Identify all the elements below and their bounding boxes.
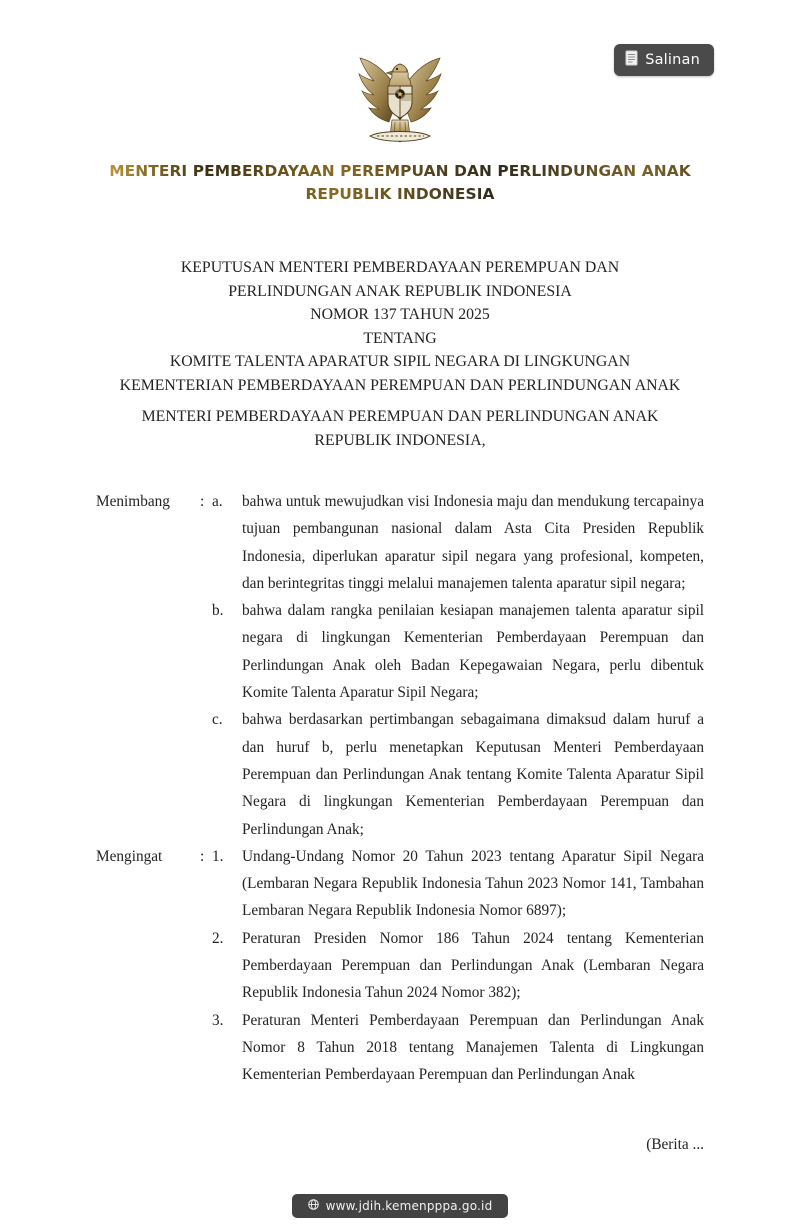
clause-mengingat-1 <box>96 843 704 925</box>
clause-colon <box>200 1007 212 1089</box>
garuda-pancasila-emblem <box>348 44 452 153</box>
clause-colon <box>200 706 212 842</box>
clause-mengingat-3 <box>96 1007 704 1089</box>
clause-label <box>96 597 200 706</box>
issuing-authority-block <box>0 405 800 453</box>
footer-stamp <box>0 1194 800 1218</box>
authority-line-1: MENTERI PEMBERDAYAAN PEREMPUAN DAN PERLINDUNGAN ANAK <box>141 408 659 425</box>
clause-text: Undang-Undang Nomor 20 Tahun 2023 tentang Aparatur Sipil Negara (Lembaran Negara Republik Indonesia Tahun 2023 Nomor 141, Tambahan Lembaran Negara Republik Indonesia Nomor 6897); <box>242 847 704 920</box>
title-number-line: NOMOR 137 TAHUN 2025 <box>310 306 490 323</box>
clause-label: Menimbang <box>96 493 170 510</box>
clause-text: Peraturan Presiden Nomor 186 Tahun 2024 tentang Kementerian Pemberdayaan Perempuan dan Perlindungan Anak (Lembaran Negara Republik Indonesia Tahun 2024 Nomor 382); <box>242 929 704 1002</box>
globe-icon <box>308 1199 319 1213</box>
clause-text: bahwa berdasarkan pertimbangan sebagaimana dimaksud dalam huruf a dan huruf b, perlu menetapkan Keputusan Menteri Pemberdayaan Perempuan dan Perlindungan Anak tentang Komite Talenta Aparatur Sipil Negara di lingkungan Kementerian Pemberdayaan Perempuan dan Perlindungan Anak; <box>242 711 704 838</box>
clause-marker: 3. <box>212 1011 224 1029</box>
clause-mengingat-2 <box>96 925 704 1007</box>
jdih-url-stamp <box>292 1194 509 1218</box>
clause-marker: 2. <box>212 929 224 947</box>
clause-colon <box>200 597 212 706</box>
clause-colon <box>200 925 212 1007</box>
clause-menimbang-b <box>96 597 704 706</box>
salinan-label: Salinan <box>645 52 700 68</box>
clause-label <box>96 706 200 842</box>
title-subject-line-2: KEMENTERIAN PEMBERDAYAAN PEREMPUAN DAN PERLINDUNGAN ANAK <box>119 376 681 394</box>
clause-marker: 1. <box>212 847 224 865</box>
title-subject-line-1: KOMITE TALENTA APARATUR SIPIL NEGARA DI LINGKUNGAN <box>169 353 631 370</box>
authority-line-2: REPUBLIK INDONESIA, <box>314 432 486 449</box>
decision-title-block <box>0 256 800 397</box>
page-catchword: (Berita ... <box>646 1136 704 1153</box>
title-line-2: PERLINDUNGAN ANAK REPUBLIK INDONESIA <box>228 282 572 300</box>
letterhead-line-1: MENTERI PEMBERDAYAAN PEREMPUAN DAN PERLINDUNGAN ANAK <box>109 162 691 180</box>
clause-menimbang-a <box>96 488 704 597</box>
clause-marker: c. <box>212 711 223 729</box>
document-body <box>96 488 704 1089</box>
clause-marker: a. <box>212 493 223 510</box>
clause-text: Peraturan Menteri Pemberdayaan Perempuan dan Perlindungan Anak Nomor 8 Tahun 2018 tentang Manajemen Talenta di Lingkungan Kementerian Pemberdayaan Perempuan dan Perlindungan Anak <box>242 1011 704 1084</box>
ministry-letterhead <box>0 160 800 206</box>
clause-marker: b. <box>212 602 224 620</box>
clause-text: bahwa dalam rangka penilaian kesiapan manajemen talenta aparatur sipil negara di lingkungan Kementerian Pemberdayaan Perempuan dan Perlindungan Anak oleh Badan Kepegawaian Negara, perlu dibentuk Komite Talenta Aparatur Sipil Negara; <box>242 602 704 702</box>
title-tentang-label: TENTANG <box>363 329 437 347</box>
clause-label <box>96 925 200 1007</box>
emblem-container <box>0 44 800 153</box>
clause-label <box>96 1007 200 1089</box>
letterhead-line-2: REPUBLIK INDONESIA <box>305 185 495 203</box>
clause-colon: : <box>200 493 205 510</box>
clause-menimbang-c <box>96 706 704 842</box>
jdih-url-text: www.jdih.kemenpppa.go.id <box>325 1199 493 1213</box>
clause-text: bahwa untuk mewujudkan visi Indonesia maju dan mendukung tercapainya tujuan pembangunan nasional dalam Asta Cita Presiden Republik Indonesia, diperlukan aparatur sipil negara yang profesional, kompeten, dan berintegritas tinggi melalui manajemen talenta aparatur sipil negara; <box>242 493 704 592</box>
clause-label: Mengingat <box>96 847 163 865</box>
title-line-1: KEPUTUSAN MENTERI PEMBERDAYAAN PEREMPUAN DAN <box>180 259 620 276</box>
clause-colon: : <box>200 847 205 865</box>
